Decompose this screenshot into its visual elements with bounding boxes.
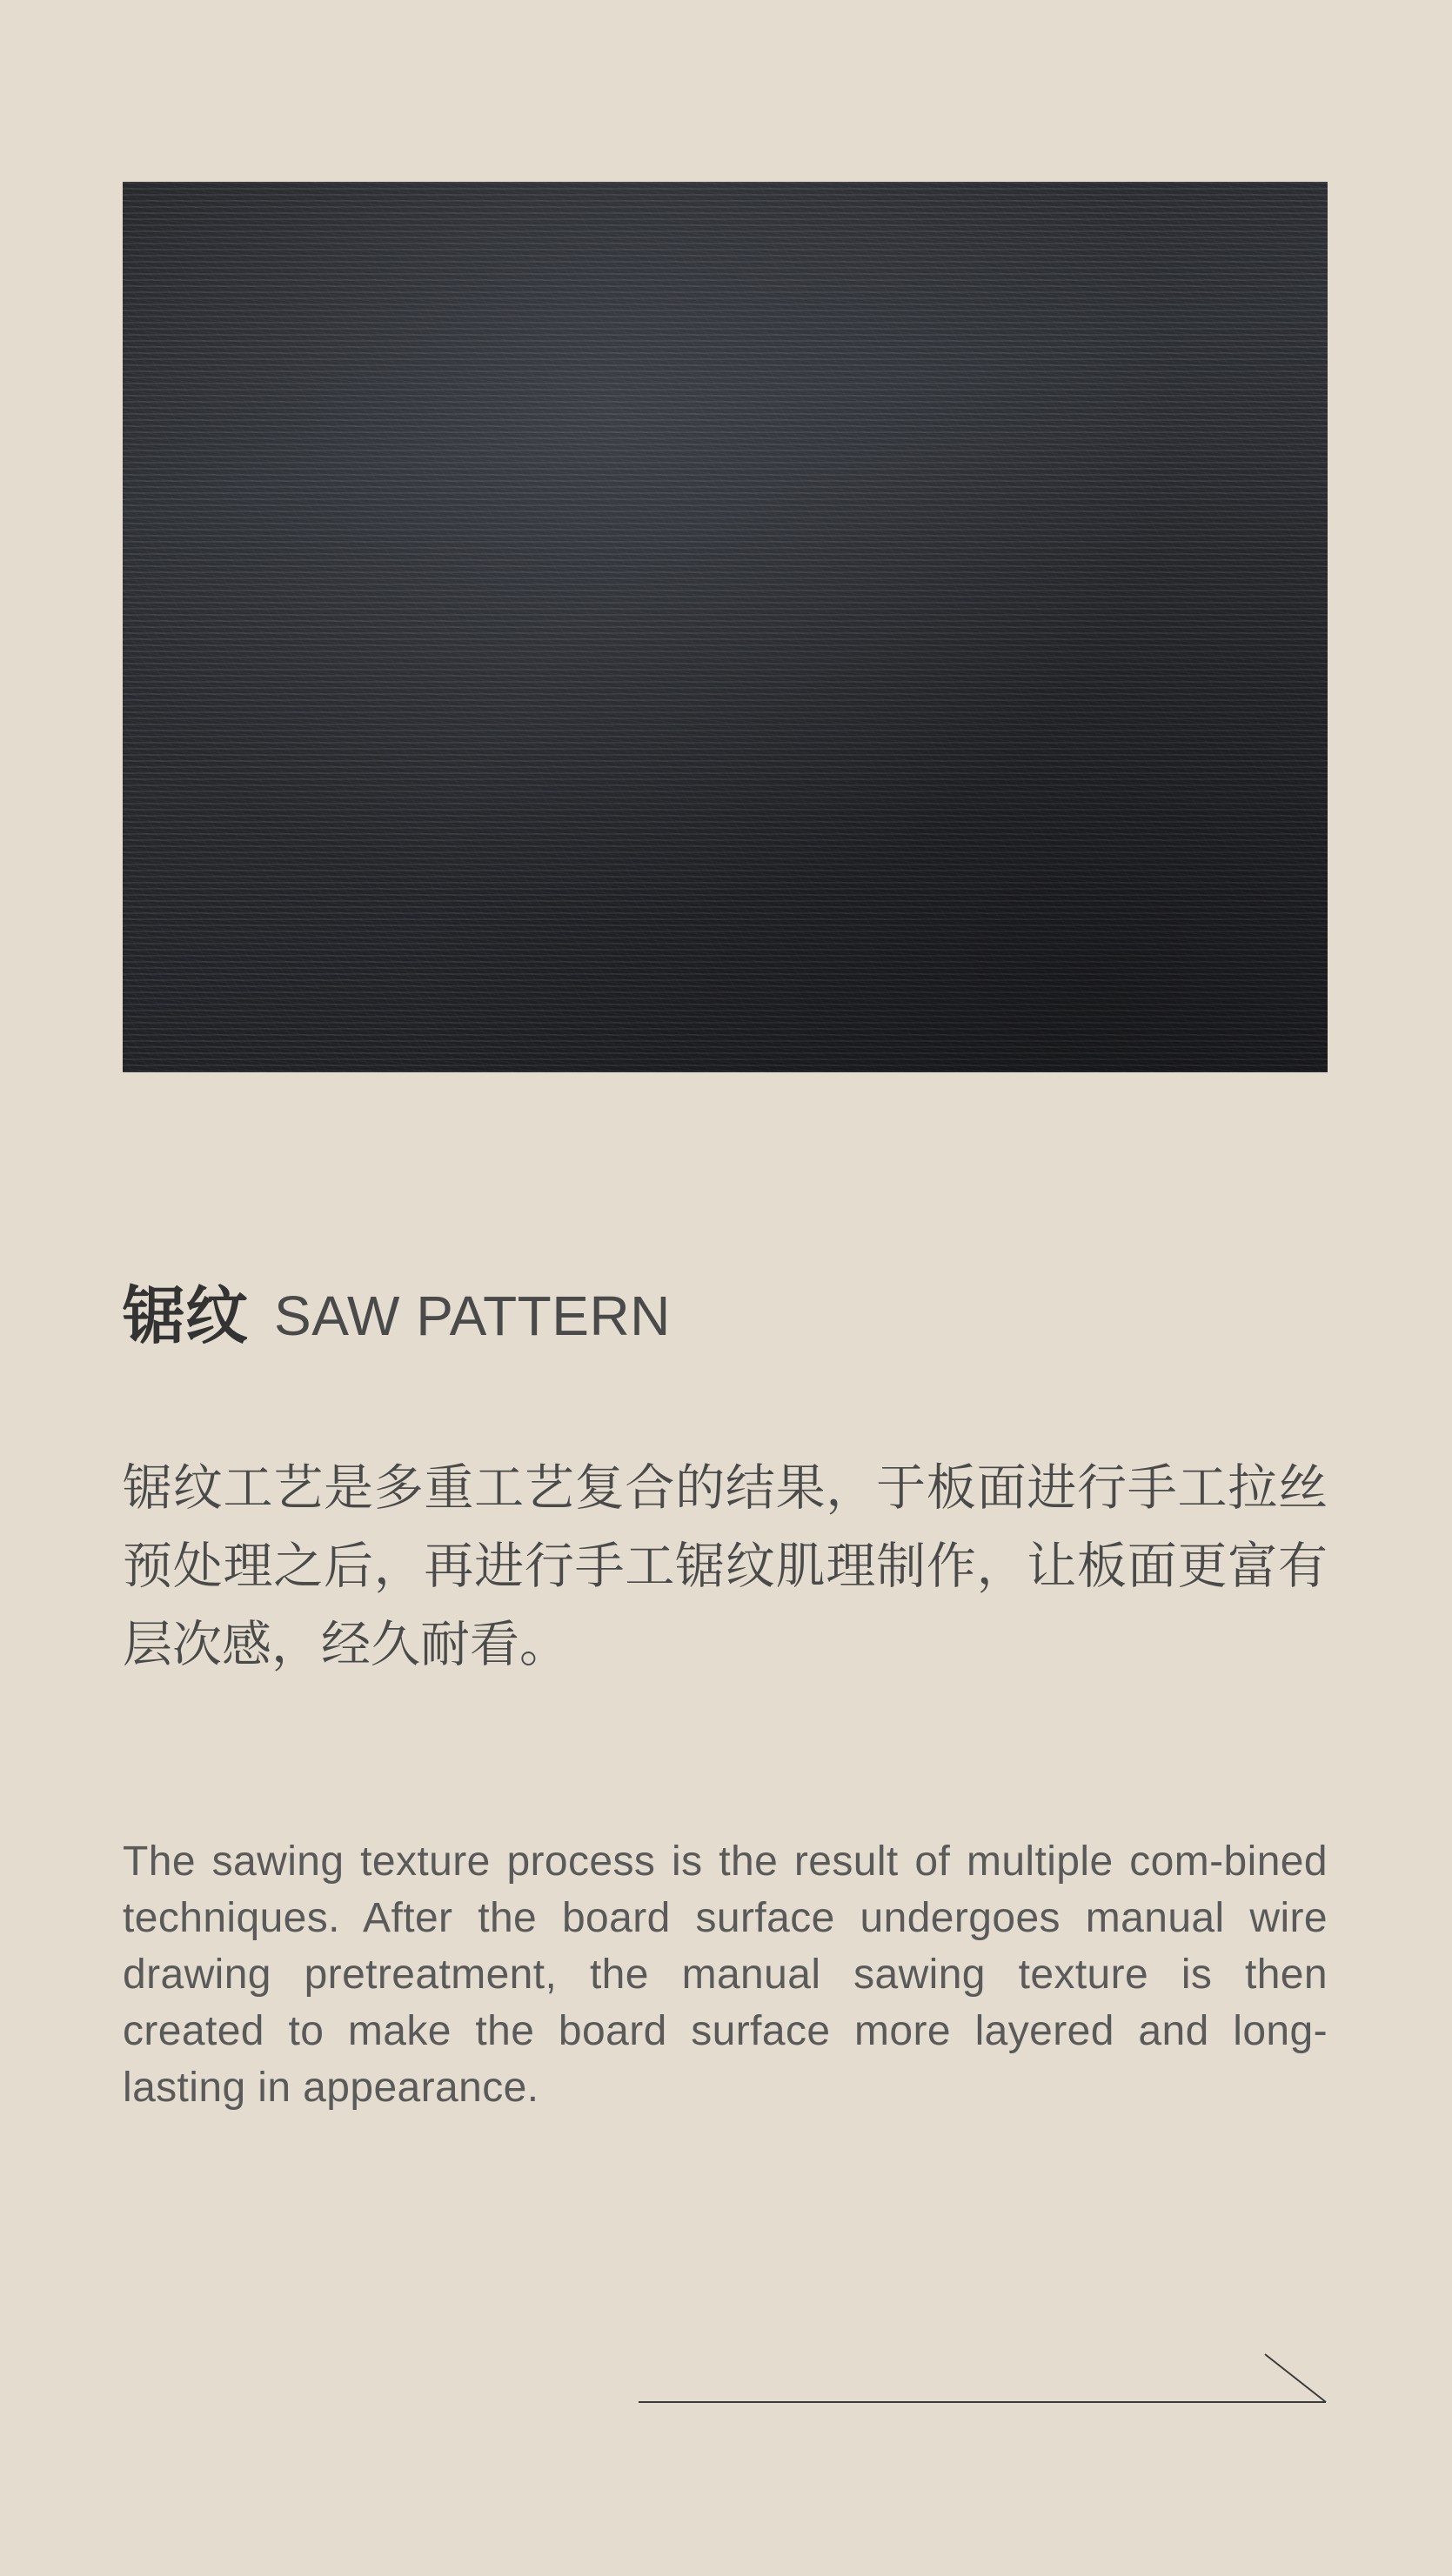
photo-sheen bbox=[123, 182, 1328, 1072]
section-heading bbox=[123, 1277, 671, 1355]
arrow-line-icon bbox=[639, 2352, 1329, 2406]
heading-chinese: 锯纹 bbox=[123, 1279, 249, 1352]
description-chinese: 锯纹工艺是多重工艺复合的结果，于板面进行手工拉丝预处理之后，再进行手工锯纹肌理制作，让板面更富有层次感，经久耐看。 bbox=[123, 1459, 1328, 1673]
heading-english: SAW PATTERN bbox=[274, 1285, 671, 1347]
saw-texture-photo bbox=[123, 182, 1328, 1072]
description-english: The sawing texture process is the result of multiple com-bined techniques. After the board surface undergoes manual wire drawing pretreatment, the manual sawing texture is then created to make the board surface more layered and long-lasting in appearance. bbox=[123, 1839, 1328, 2111]
